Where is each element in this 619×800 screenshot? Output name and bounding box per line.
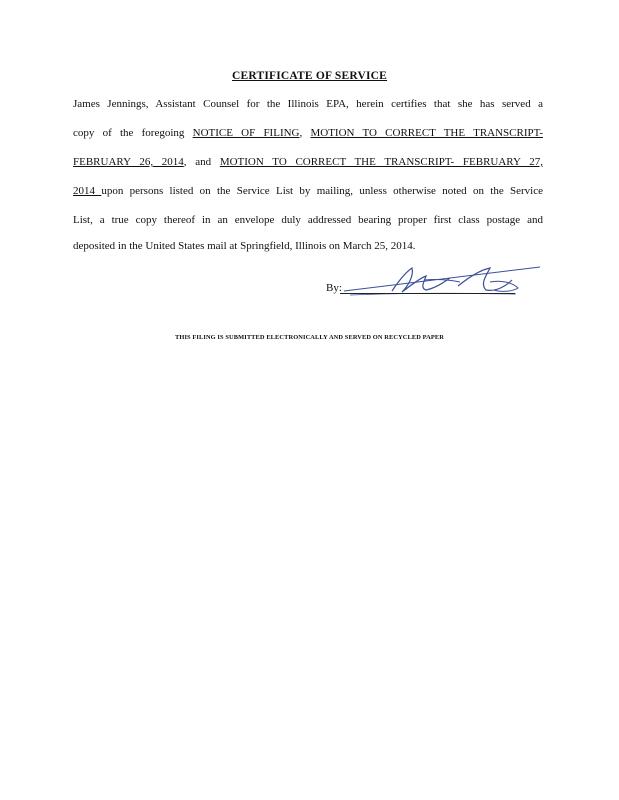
motion-feb26-date: FEBRUARY 26, 2014 [73,156,184,168]
certificate-title: CERTIFICATE OF SERVICE [231,70,388,82]
body-line-3 [73,155,543,169]
body-text: James Jennings, Assistant Counsel for the Illinois EPA, herein certifies that she has served a [73,98,543,110]
body-text: List, a true copy thereof in an envelope duly addressed bearing proper first class postage and [73,214,543,226]
body-line-5 [73,213,543,227]
signature-line [340,293,515,294]
notice-of-filing-title: NOTICE OF FILING [192,127,300,139]
body-line-1 [73,97,543,111]
motion-feb27-year: 2014 [73,185,102,197]
body-line-4 [73,184,543,198]
body-text: upon persons listed on the Service List by mailing, unless otherwise noted on the Service [101,185,543,197]
body-text: , and [183,156,220,168]
body-text: , [299,127,311,139]
motion-feb26-title: MOTION TO CORRECT THE TRANSCRIPT- [310,127,543,139]
by-label: By: [326,282,342,294]
body-line-2 [73,126,543,140]
body-text: copy of the foregoing [73,127,193,139]
body-line-6 [73,239,543,253]
motion-feb27-title: MOTION TO CORRECT THE TRANSCRIPT- FEBRUARY 27, [219,156,543,168]
body-text: deposited in the United States mail at Springfield, Illinois on March 25, 2014. [73,240,416,252]
recycled-paper-footer: THIS FILING IS SUBMITTED ELECTRONICALLY AND SERVED ON RECYCLED PAPER [175,334,444,341]
